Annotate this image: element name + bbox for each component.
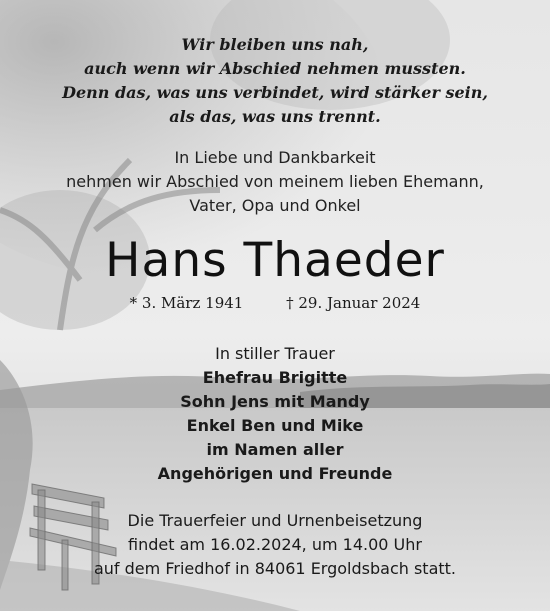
mourner-line: Enkel Ben und Mike (186, 416, 364, 435)
deceased-name: Hans Thaeder (105, 233, 445, 288)
birth-date: * 3. März 1941 (129, 294, 244, 312)
poem-line: als das, was uns trennt. (169, 107, 381, 126)
intro-line: In Liebe und Dankbarkeit (174, 148, 376, 167)
service-line: Die Trauerfeier und Urnenbeisetzung (127, 511, 423, 530)
poem-verse (0, 33, 550, 129)
mourner-line: Ehefrau Brigitte (202, 368, 348, 387)
poem-line: auch wenn wir Abschied nehmen mussten. (84, 59, 466, 78)
intro-line: nehmen wir Abschied von meinem lieben Ehemann, (66, 172, 484, 191)
mourner-line: Angehörigen und Freunde (157, 464, 393, 483)
death-date: † 29. Januar 2024 (286, 294, 421, 312)
poem-line: Denn das, was uns verbindet, wird stärker sein, (62, 83, 488, 102)
mourners-lead: In stiller Trauer (215, 344, 335, 363)
service-line: auf dem Friedhof in 84061 Ergoldsbach statt. (93, 559, 457, 578)
intro-text (0, 146, 550, 218)
life-dates (0, 293, 550, 313)
mourners-list (0, 342, 550, 486)
poem-line: Wir bleiben uns nah, (181, 35, 369, 54)
service-details (0, 509, 550, 581)
mourner-line: Sohn Jens mit Mandy (180, 392, 370, 411)
mourner-line: im Namen aller (206, 440, 344, 459)
service-line: findet am 16.02.2024, um 14.00 Uhr (128, 535, 422, 554)
intro-line: Vater, Opa und Onkel (189, 196, 361, 215)
